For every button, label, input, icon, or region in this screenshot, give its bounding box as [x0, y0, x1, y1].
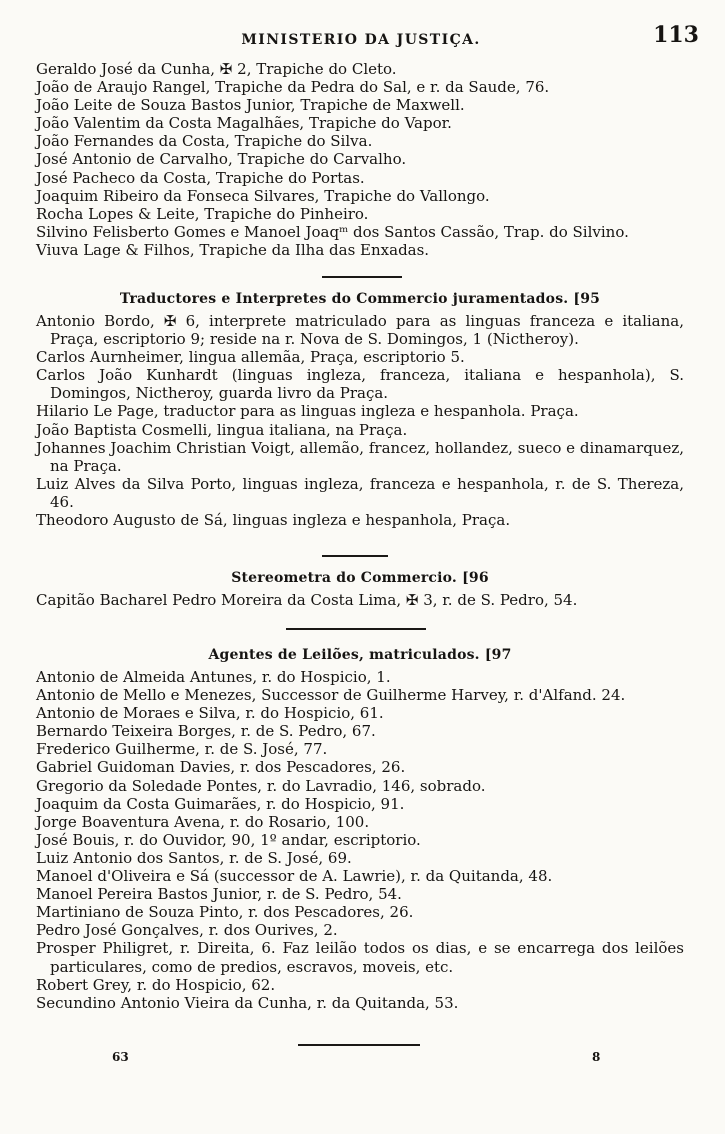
list-item: Viuva Lage & Filhos, Trapiche da Ilha das Enxadas.	[36, 240, 430, 259]
list-item: Joaquim da Costa Guimarães, r. do Hospicio, 91.	[36, 794, 405, 813]
list-item: Robert Grey, r. do Hospicio, 62.	[36, 975, 276, 994]
list-item: Capitão Bacharel Pedro Moreira da Costa Lima, ✠ 3, r. de S. Pedro, 54.	[36, 591, 578, 609]
list-item: Carlos Aurnheimer, lingua allemãa, Praça, escriptorio 5.	[36, 348, 465, 367]
list-item: Joaquim Ribeiro da Fonseca Silvares, Trapiche do Vallongo.	[36, 186, 490, 205]
list-item: Carlos João Kunhardt (linguas ingleza, franceza, italiana e hespanhola), S. Domingos, Nictheroy, guarda livro da Praça.	[36, 366, 684, 403]
section-heading: Traductores e Interpretes do Commercio juramentados. [95	[119, 291, 601, 307]
list-item: Manoel d'Oliveira e Sá (successor de A. Lawrie), r. da Quitanda, 48.	[36, 867, 553, 886]
list-item: Antonio de Moraes e Silva, r. do Hospicio, 61.	[36, 704, 384, 723]
list-item: Antonio de Mello e Menezes, Successor de Guilherme Harvey, r. d'Alfand. 24.	[36, 686, 626, 705]
running-head: MINISTERIO DA JUSTIÇA.	[241, 32, 481, 48]
list-item: Gabriel Guidoman Davies, r. dos Pescadores, 26.	[36, 758, 406, 777]
stereometra-section	[36, 569, 684, 609]
list-item: Theodoro Augusto de Sá, linguas ingleza e hespanhola, Praça.	[36, 511, 511, 530]
signature-mark-right: 8	[592, 1050, 601, 1064]
trapiche-list	[36, 60, 684, 259]
list-item: José Pacheco da Costa, Trapiche do Portas.	[36, 168, 365, 187]
list-item: Luiz Antonio dos Santos, r. de S. José, 69.	[36, 848, 352, 867]
section-heading: Stereometra do Commercio. [96	[231, 570, 489, 586]
list-item: Silvino Felisberto Gomes e Manoel Joaqᵐ dos Santos Cassão, Trap. do Silvino.	[36, 222, 629, 241]
signature-mark-left: 63	[112, 1050, 129, 1064]
list-item: Luiz Alves da Silva Porto, linguas ingleza, franceza e hespanhola, r. de S. Thereza, 46.	[36, 474, 684, 511]
list-item: Martiniano de Souza Pinto, r. dos Pescadores, 26.	[36, 903, 414, 922]
page-number: 113	[653, 22, 699, 48]
list-item: Geraldo José da Cunha, ✠ 2, Trapiche do Cleto.	[36, 60, 397, 78]
list-item: João de Araujo Rangel, Trapiche da Pedra do Sal, e r. da Saude, 76.	[36, 78, 550, 97]
list-item: José Bouis, r. do Ouvidor, 90, 1º andar, escriptorio.	[36, 830, 421, 849]
list-item: Manoel Pereira Bastos Junior, r. de S. Pedro, 54.	[36, 885, 402, 904]
list-item: Secundino Antonio Vieira da Cunha, r. da Quitanda, 53.	[36, 993, 459, 1012]
section-divider	[322, 276, 402, 278]
list-item: João Fernandes da Costa, Trapiche do Silva.	[36, 132, 373, 151]
section-divider	[322, 555, 388, 557]
auctioneers-section	[36, 646, 684, 1012]
list-item: Hilario Le Page, traductor para as linguas ingleza e hespanhola. Praça.	[36, 402, 579, 421]
list-item: Pedro José Gonçalves, r. dos Ourives, 2.	[36, 921, 338, 940]
list-item: Prosper Philigret, r. Direita, 6. Faz leilão todos os dias, e se encarrega dos leilões particulares, como de predios, escravos, moveis, etc.	[36, 939, 684, 976]
translators-section	[36, 290, 684, 529]
list-item: João Valentim da Costa Magalhães, Trapiche do Vapor.	[36, 114, 452, 133]
list-item: Johannes Joachim Christian Voigt, allemão, francez, hollandez, sueco e dinamarquez, na Praça.	[36, 438, 684, 475]
list-item: João Baptista Cosmelli, lingua italiana, na Praça.	[36, 420, 408, 439]
list-item: Antonio Bordo, ✠ 6, interprete matriculado para as linguas franceza e italiana, Praça, escriptorio 9; reside na r. Nova de S. Domingos, 1 (Nictheroy).	[36, 312, 684, 349]
list-item: Bernardo Teixeira Borges, r. de S. Pedro, 67.	[36, 722, 376, 741]
list-item: Gregorio da Soledade Pontes, r. do Lavradio, 146, sobrado.	[36, 776, 486, 795]
list-item: Frederico Guilherme, r. de S. José, 77.	[36, 740, 328, 759]
section-divider	[298, 1044, 420, 1046]
list-item: Rocha Lopes & Leite, Trapiche do Pinheiro.	[36, 204, 369, 223]
list-item: José Antonio de Carvalho, Trapiche do Carvalho.	[36, 150, 407, 169]
section-divider	[286, 628, 426, 630]
list-item: João Leite de Souza Bastos Junior, Trapiche de Maxwell.	[36, 96, 465, 115]
list-item: Antonio de Almeida Antunes, r. do Hospicio, 1.	[36, 668, 391, 686]
list-item: Jorge Boaventura Avena, r. do Rosario, 100.	[36, 812, 370, 831]
section-heading: Agentes de Leilões, matriculados. [97	[208, 647, 512, 663]
